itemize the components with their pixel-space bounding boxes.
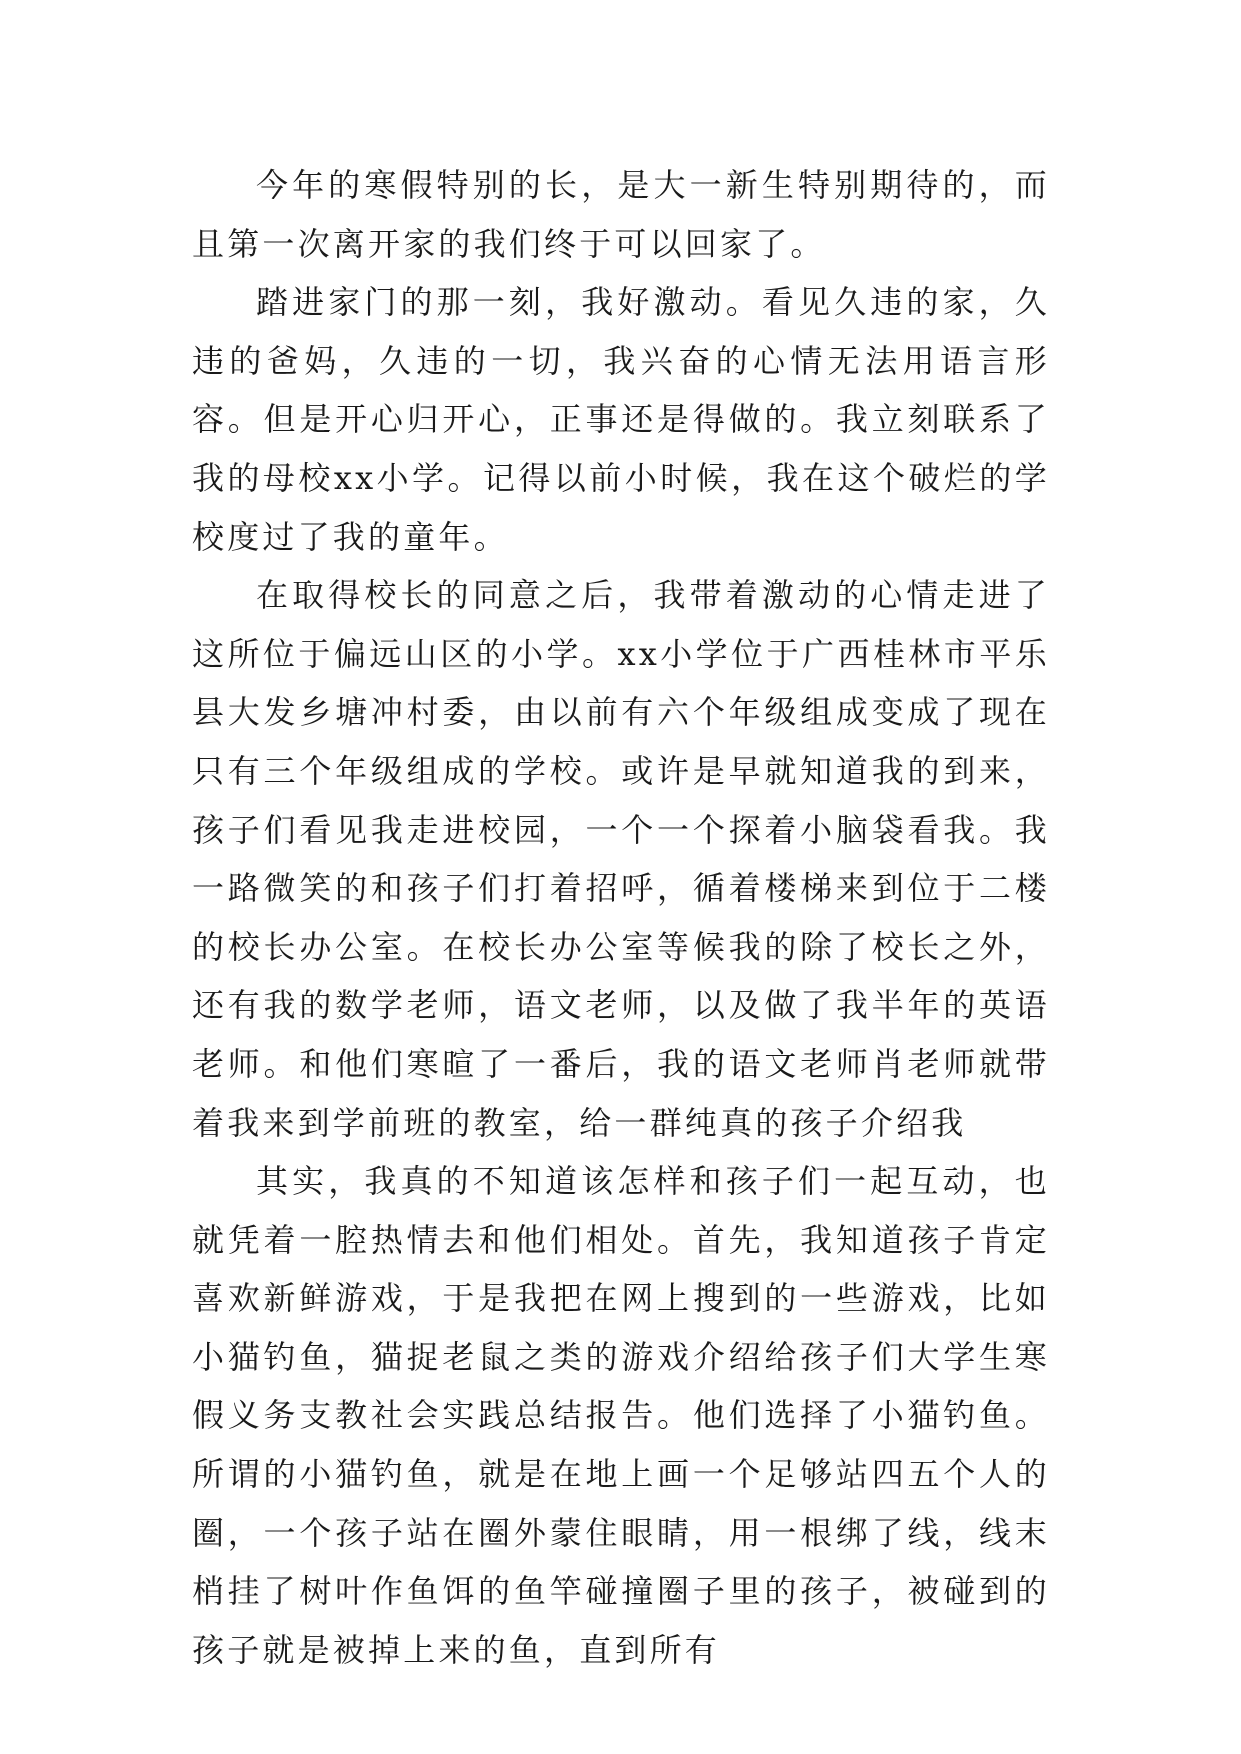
paragraph-4: 其实，我真的不知道该怎样和孩子们一起互动，也就凭着一腔热情去和他们相处。首先，我知道孩子肯定喜欢新鲜游戏，于是我把在网上搜到的一些游戏，比如小猫钓鱼，猫捉老鼠之类的游戏介绍给孩子们大学生寒假义务支教社会实践总结报告。他们选择了小猫钓鱼。所谓的小猫钓鱼，就是在地上画一个足够站四五个人的圈，一个孩子站在圈外蒙住眼睛，用一根绑了线，线末梢挂了树叶作鱼饵的鱼竿碰撞圈子里的孩子，被碰到的孩子就是被掉上来的鱼，直到所有 — [192, 1162, 1050, 1669]
paragraph-1: 今年的寒假特别的长，是大一新生特别期待的，而且第一次离开家的我们终于可以回家了。 — [192, 166, 1050, 263]
paragraph-3: 在取得校长的同意之后，我带着激动的心情走进了这所位于偏远山区的小学。xx小学位于广西桂林市平乐县大发乡塘冲村委，由以前有六个年级组成变成了现在只有三个年级组成的学校。或许是早就知道我的到来，孩子们看见我走进校园，一个一个探着小脑袋看我。我一路微笑的和孩子们打着招呼，循着楼梯来到位于二楼的校长办公室。在校长办公室等候我的除了校长之外，还有我的数学老师，语文老师，以及做了我半年的英语老师。和他们寒暄了一番后，我的语文老师肖老师就带着我来到学前班的教室，给一群纯真的孩子介绍我 — [192, 576, 1050, 1142]
document-body — [192, 156, 1050, 1679]
paragraph-2: 踏进家门的那一刻，我好激动。看见久违的家，久违的爸妈，久违的一切，我兴奋的心情无法用语言形容。但是开心归开心，正事还是得做的。我立刻联系了我的母校xx小学。记得以前小时候，我在这个破烂的学校度过了我的童年。 — [192, 283, 1050, 556]
